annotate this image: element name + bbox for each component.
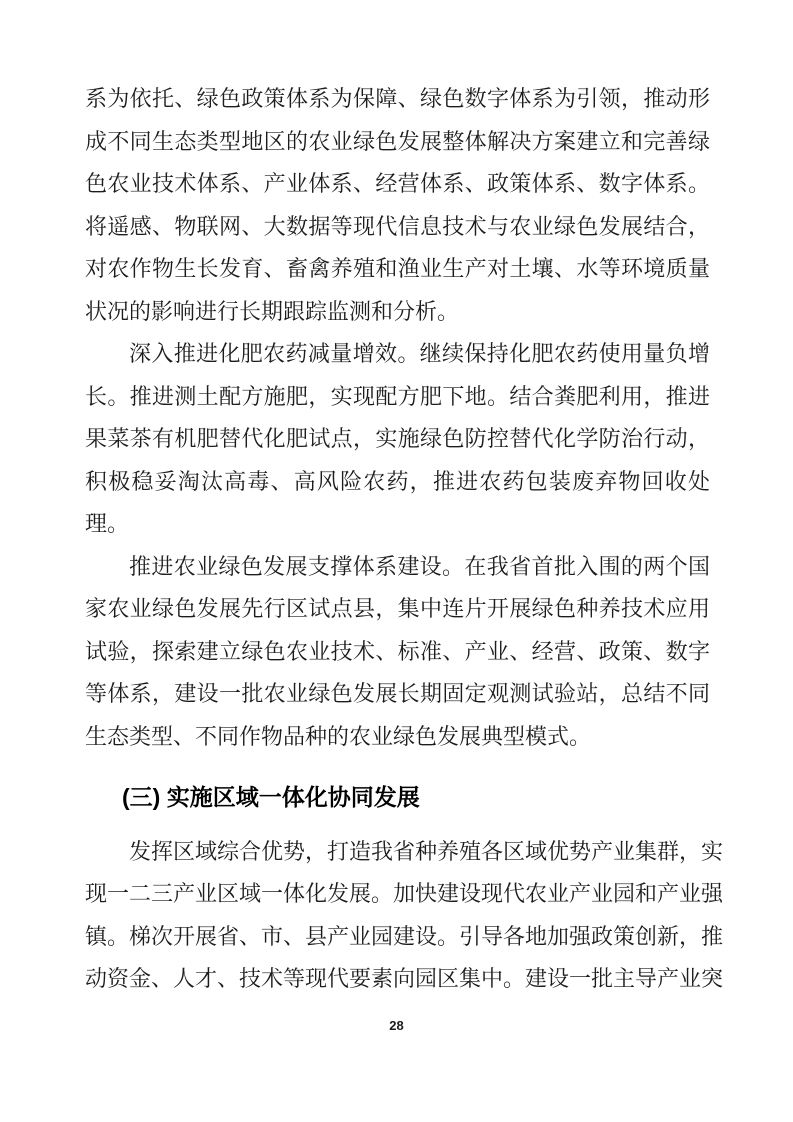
text-line: 深入推进化肥农药减量增效。继续保持化肥农药使用量负增: [129, 341, 710, 366]
text-line: 积极稳妥淘汰高毒、高风险农药，推进农药包装废弃物回收处: [85, 468, 710, 494]
text-line: 长。推进测土配方施肥，实现配方肥下地。结合粪肥利用，推进: [85, 383, 710, 409]
text-line: 镇。梯次开展省、市、县产业园建设。引导各地加强政策创新，推: [85, 923, 724, 949]
text-line: 色农业技术体系、产业体系、经营体系、政策体系、数字体系。: [85, 171, 710, 196]
text-line: 理。: [85, 511, 130, 536]
text-line: 对农作物生长发育、畜禽养殖和渔业生产对土壤、水等环境质量: [85, 256, 710, 281]
text-line: 等体系，建设一批农业绿色发展长期固定观测试验站，总结不同: [85, 681, 710, 706]
text-line: 将遥感、物联网、大数据等现代信息技术与农业绿色发展结合，: [85, 213, 710, 239]
text-line: 果菜茶有机肥替代化肥试点，实施绿色防控替代化学防治行动，: [85, 426, 710, 451]
text-line: 现一二三产业区域一体化发展。加快建设现代农业产业园和产业强: [85, 881, 724, 906]
page-number: 28: [389, 1018, 404, 1033]
text-line: 推进农业绿色发展支撑体系建设。在我省首批入围的两个国: [129, 553, 710, 579]
text-line: 发挥区域综合优势，打造我省种养殖各区域优势产业集群，实: [129, 838, 724, 864]
text-line: 动资金、人才、技术等现代要素向园区集中。建设一批主导产业突: [85, 966, 724, 991]
text-line: 系为依托、绿色政策体系为保障、绿色数字体系为引领，推动形: [85, 86, 710, 111]
section-heading: (三) 实施区域一体化协同发展: [122, 784, 420, 810]
text-line: 成不同生态类型地区的农业绿色发展整体解决方案建立和完善绿: [85, 128, 710, 154]
document-content: [85, 78, 724, 1001]
text-line: 试验，探索建立绿色农业技术、标准、产业、经营、政策、数字: [85, 638, 710, 664]
text-line: 状况的影响进行长期跟踪监测和分析。: [85, 298, 460, 324]
text-line: 生态类型、不同作物品种的农业绿色发展典型模式。: [85, 723, 592, 749]
text-line: 家农业绿色发展先行区试点县，集中连片开展绿色种养技术应用: [85, 596, 710, 621]
